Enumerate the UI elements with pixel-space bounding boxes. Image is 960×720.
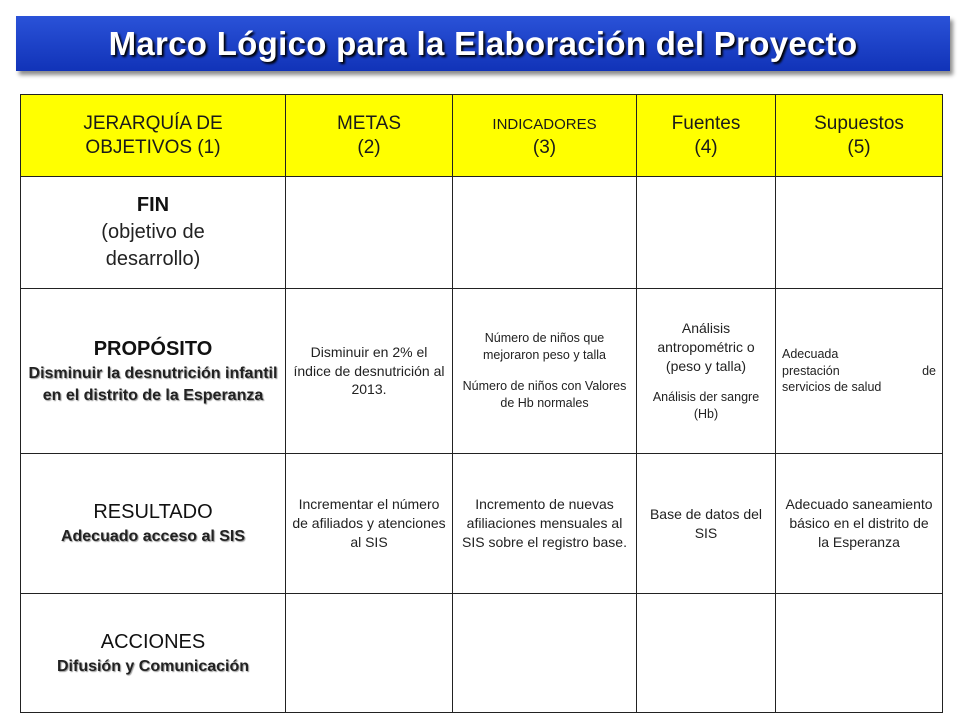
spacer: [643, 375, 769, 389]
proposito-meta-cell: Disminuir en 2% el índice de desnutrición al 2013.: [286, 289, 453, 454]
proposito-supuestos-cell: [776, 289, 943, 454]
proposito-subtitle: Disminuir la desnutrición infantil en el distrito de la Esperanza: [28, 364, 278, 404]
fin-sub-line2: desarrollo): [105, 248, 201, 270]
header-supuestos: [776, 95, 943, 177]
acciones-metas-cell: [286, 594, 453, 713]
header-indicadores-line1: INDICADORES: [492, 115, 597, 133]
resultado-supuesto-cell: Adecuado saneamiento básico en el distrito de la Esperanza: [776, 454, 943, 594]
acciones-title: ACCIONES: [100, 630, 206, 653]
spacer: [459, 364, 630, 378]
acciones-indicadores-cell: [453, 594, 637, 713]
proposito-indicadores-cell: [453, 289, 637, 454]
fin-title: FIN: [136, 194, 170, 216]
title-banner: [16, 16, 950, 71]
proposito-supuesto-line2: prestación de: [782, 363, 936, 378]
proposito-objetivo-cell: [21, 289, 286, 454]
header-supuestos-line1: Supuestos: [814, 112, 904, 134]
header-indicadores-line2: (3): [532, 136, 557, 158]
proposito-supuesto-line1: Adecuada: [782, 346, 839, 361]
header-indicadores: [453, 95, 637, 177]
row-acciones: [21, 594, 943, 713]
fin-supuestos-cell: [776, 177, 943, 289]
resultado-objetivo-cell: [21, 454, 286, 594]
resultado-fuente-cell: Base de datos del SIS: [637, 454, 776, 594]
header-row: [21, 95, 943, 177]
proposito-fuentes-cell: [637, 289, 776, 454]
header-objetivos-line2: OBJETIVOS (1): [85, 136, 221, 158]
resultado-title: RESULTADO: [93, 501, 213, 524]
resultado-indicador-cell: Incremento de nuevas afiliaciones mensuales al SIS sobre el registro base.: [453, 454, 637, 594]
proposito-indicador-1: Número de niños que mejoraron peso y talla: [483, 331, 606, 363]
header-supuestos-line2: (5): [847, 136, 871, 158]
header-metas-line1: METAS: [336, 112, 402, 134]
proposito-fuente-1: Análisis antropométric o (peso y talla): [657, 319, 755, 374]
header-fuentes-line2: (4): [694, 136, 718, 158]
fin-fuentes-cell: [637, 177, 776, 289]
acciones-subtitle: Difusión y Comunicación: [56, 657, 249, 675]
row-fin: [21, 177, 943, 289]
header-objetivos: [21, 95, 286, 177]
header-metas-line2: (2): [357, 136, 381, 158]
proposito-supuesto-line3: servicios de salud: [782, 380, 882, 395]
resultado-subtitle: Adecuado acceso al SIS: [60, 528, 246, 546]
page-title: Marco Lógico para la Elaboración del Proyecto: [108, 24, 858, 62]
header-fuentes: [637, 95, 776, 177]
fin-metas-cell: [286, 177, 453, 289]
row-proposito: [21, 289, 943, 454]
proposito-fuente-2: Análisis der sangre (Hb): [652, 390, 760, 422]
fin-sub-line1: (objetivo de: [101, 221, 205, 243]
logical-framework-matrix: [20, 94, 942, 712]
fin-indicadores-cell: [453, 177, 637, 289]
header-metas: [286, 95, 453, 177]
acciones-supuestos-cell: [776, 594, 943, 713]
header-objetivos-line1: JERARQUÍA DE: [83, 112, 223, 134]
header-fuentes-line1: Fuentes: [671, 112, 741, 134]
resultado-meta-cell: Incrementar el número de afiliados y atenciones al SIS: [286, 454, 453, 594]
row-resultado: [21, 454, 943, 594]
proposito-indicador-2: Número de niños con Valores de Hb normales: [462, 379, 627, 410]
fin-objetivo-cell: [21, 177, 286, 289]
acciones-objetivo-cell: [21, 594, 286, 713]
proposito-title: PROPÓSITO: [93, 337, 213, 360]
matrix-table: [20, 94, 943, 713]
acciones-fuentes-cell: [637, 594, 776, 713]
